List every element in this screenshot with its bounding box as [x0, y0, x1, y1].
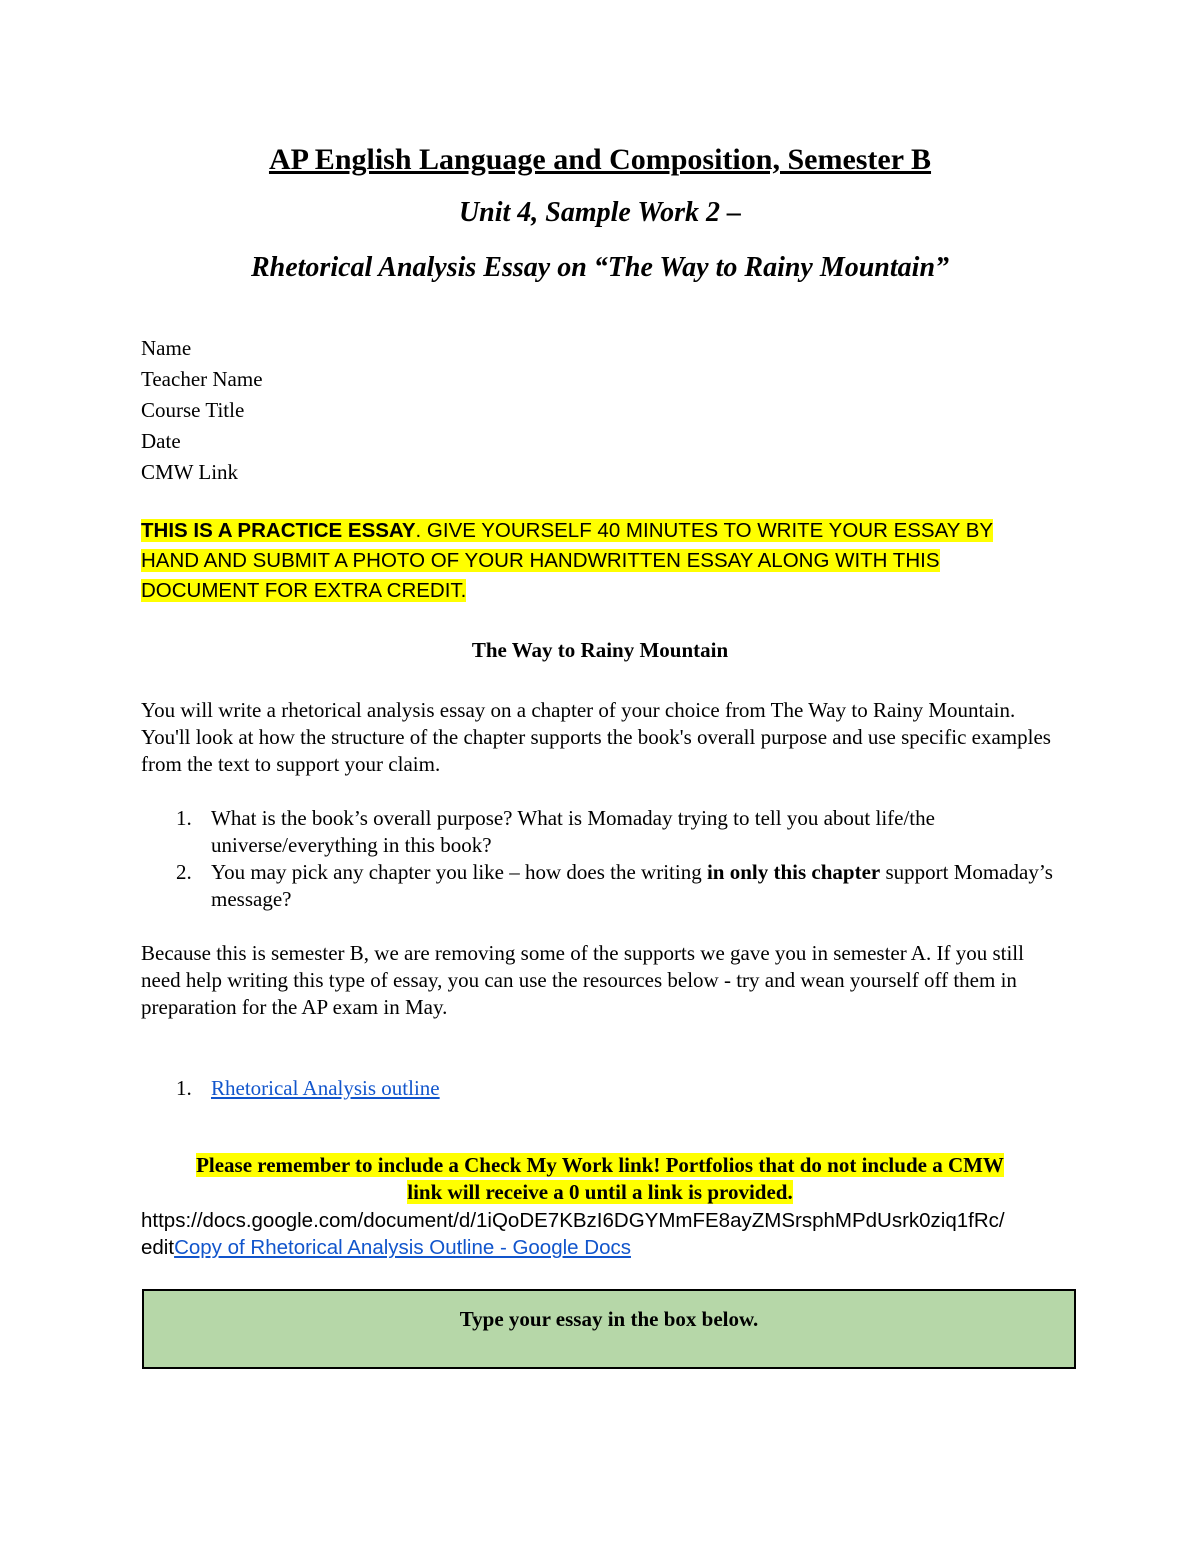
- essay-title: Rhetorical Analysis Essay on “The Way to Rainy Mountain”: [250, 252, 950, 283]
- reminder-line-1: Please remember to include a Check My Work link! Portfolios that do not include a CMW: [196, 1153, 1004, 1177]
- info-field-course-title: Course Title: [141, 398, 245, 422]
- info-fields: [141, 333, 263, 488]
- essay-box[interactable]: [142, 1289, 1076, 1369]
- essay-box-label: Type your essay in the box below.: [459, 1307, 759, 1331]
- practice-notice-rest: . GIVE YOURSELF 40 MINUTES TO WRITE YOUR ESSAY BY HAND AND SUBMIT A PHOTO OF YOUR HANDWRITTEN ESSAY ALONG WITH THIS DOCUMENT FOR EXTRA CREDIT.: [141, 519, 994, 602]
- reminder-line-2: link will receive a 0 until a link is provided.: [407, 1180, 793, 1204]
- question-emphasis: in only this chapter: [706, 860, 881, 884]
- intro-paragraph: You will write a rhetorical analysis essay on a chapter of your choice from The Way to Rainy Mountain. You'll look at how the structure of the chapter supports the book's overall purpose and use specific examples from the text to support your claim.: [141, 698, 1051, 776]
- question-number: 1.: [176, 806, 192, 830]
- practice-notice-bold: THIS IS A PRACTICE ESSAY: [141, 519, 416, 542]
- unit-line: Unit 4, Sample Work 2 –: [458, 197, 742, 228]
- google-docs-outline-link[interactable]: Copy of Rhetorical Analysis Outline - Google Docs: [174, 1236, 631, 1259]
- info-field-teacher-name: Teacher Name: [141, 367, 263, 391]
- practice-notice: [141, 516, 1051, 606]
- info-field-cmw-link: CMW Link: [141, 460, 239, 484]
- question-item: You may pick any chapter you like – how does the writing in only this chapter support Momaday’s message?: [211, 860, 1053, 911]
- outline-url-text-end: edit: [141, 1236, 175, 1259]
- question-number: 2.: [176, 860, 192, 884]
- resource-number: 1.: [176, 1076, 192, 1100]
- question-item: What is the book’s overall purpose? What is Momaday trying to tell you about life/the universe/everything in this book?: [211, 806, 935, 857]
- info-field-name: Name: [141, 336, 192, 360]
- outline-url-block: [141, 1207, 1071, 1261]
- cmw-reminder: [0, 1152, 1200, 1206]
- info-field-date: Date: [141, 429, 181, 453]
- section-heading: The Way to Rainy Mountain: [471, 638, 729, 662]
- outline-url-text: https://docs.google.com/document/d/1iQoDE7KBzI6DGYMmFE8ayZMSrsphMPdUsrk0ziq1fRc/: [141, 1209, 1005, 1232]
- semester-paragraph: Because this is semester B, we are removing some of the supports we gave you in semester A. If you still need help writing this type of essay, you can use the resources below - try and wean yourself off them in preparation for the AP exam in May.: [141, 941, 1024, 1019]
- course-title: AP English Language and Composition, Semester B: [268, 143, 932, 176]
- rhetorical-analysis-outline-link[interactable]: Rhetorical Analysis outline: [211, 1076, 440, 1100]
